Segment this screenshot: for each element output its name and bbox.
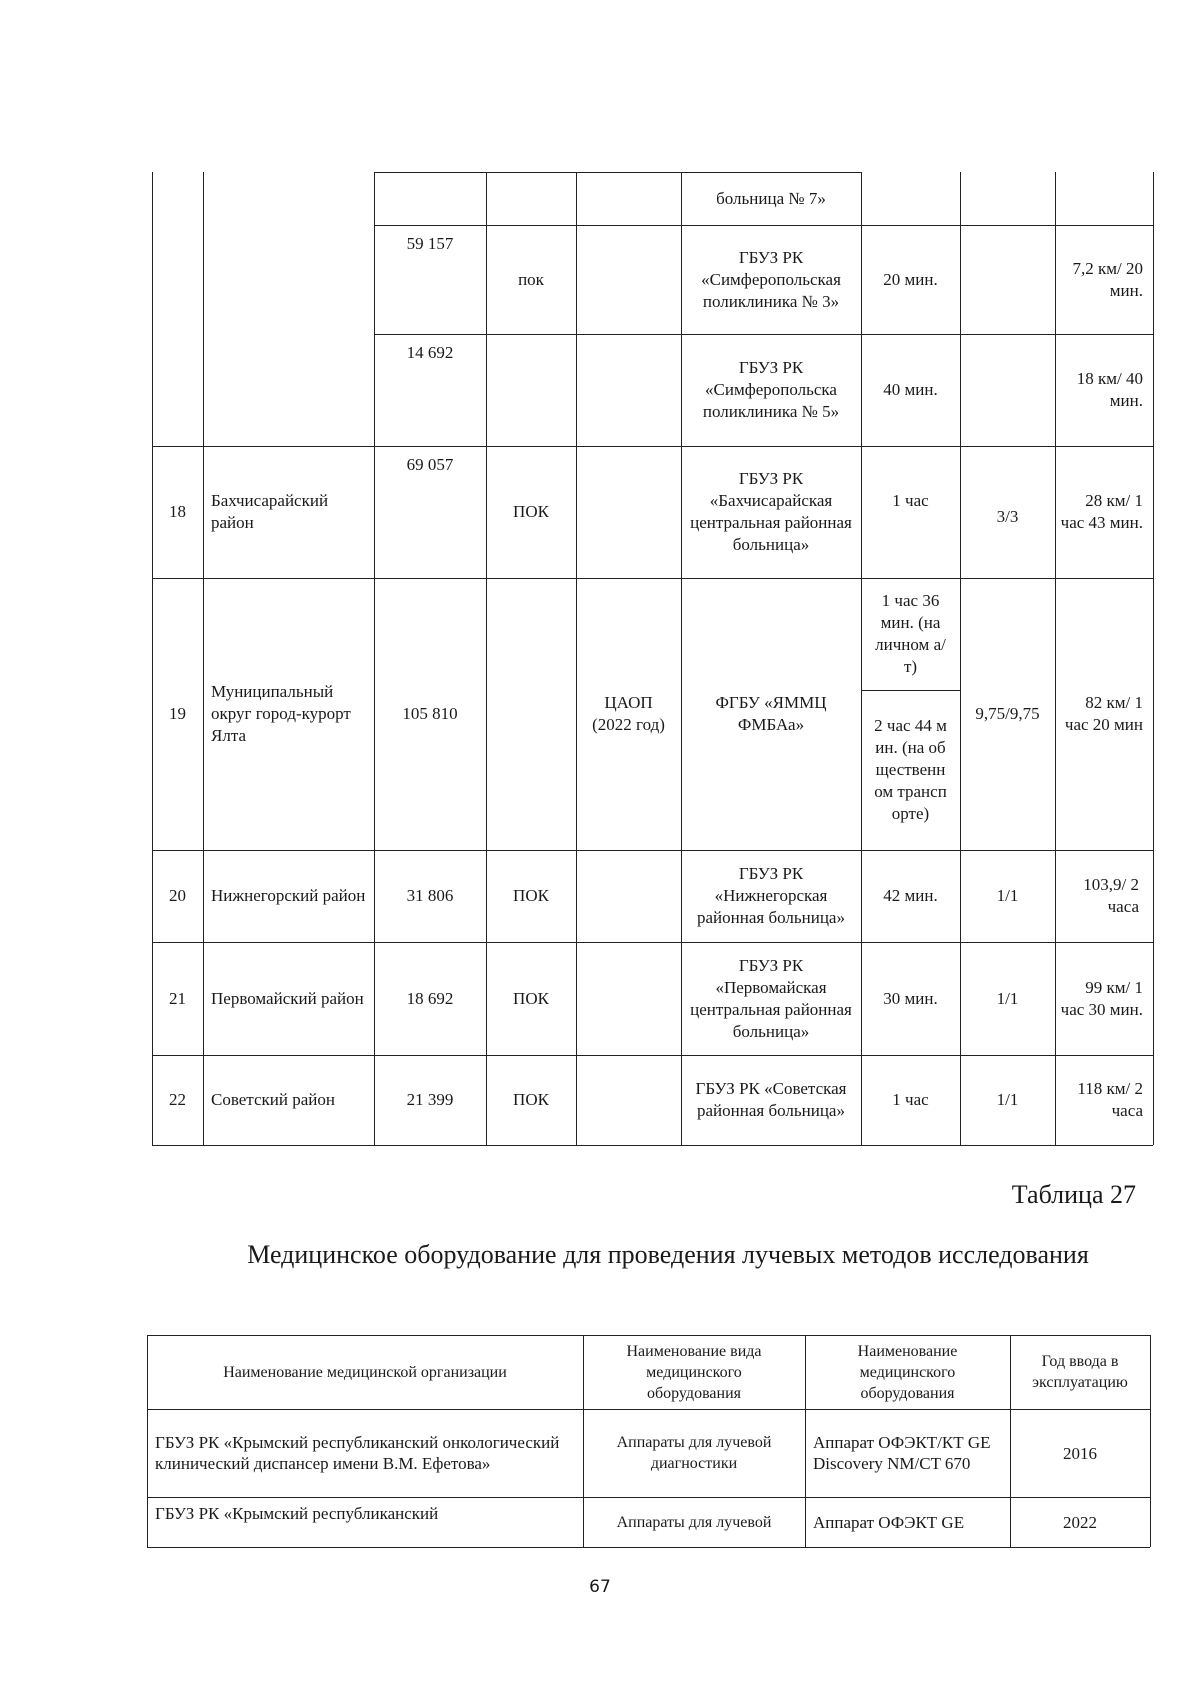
distance-cell: 118 км/ 2 часа	[1077, 1079, 1143, 1120]
table-border	[1150, 1335, 1151, 1547]
travel-time-cell: 1 час	[892, 1090, 929, 1109]
ratio-cell: 1/1	[996, 1090, 1019, 1109]
facility-type-cell: ПОК	[513, 886, 549, 905]
facility-type-cell: ПОК	[513, 988, 549, 1008]
population-cell: 18 692	[406, 988, 454, 1008]
year-cell: 2022	[1063, 1512, 1097, 1532]
row-number-cell: 18	[169, 502, 186, 521]
population-cell: 14 692	[406, 343, 454, 362]
district-cell: Муниципальный округ город-курорт Ялта	[211, 682, 351, 745]
org-cell: больница № 7»	[716, 188, 826, 208]
equipment-kind-cell: Аппараты для лучевой диагностики	[616, 1434, 772, 1472]
org-cell: ГБУЗ РК «Бахчисарайская центральная районная больница»	[690, 469, 852, 554]
page-number: 67	[589, 1577, 611, 1597]
district-cell: Первомайский район	[211, 988, 364, 1008]
equipment-kind-cell: Аппараты для лучевой	[616, 1513, 772, 1531]
population-cell: 21 399	[406, 1090, 454, 1109]
distance-cell: 82 км/ 1 час 20 мин	[1064, 693, 1143, 734]
organization-cell: ГБУЗ РК «Крымский республиканский	[155, 1504, 439, 1523]
district-cell: Бахчисарайский район	[211, 491, 329, 532]
ratio-cell: 1/1	[996, 886, 1019, 905]
travel-time-public-cell: 2 час 44 мин. (на общественном транспорте)	[874, 716, 947, 823]
equipment-name-cell: Аппарат ОФЭКТ GE	[813, 1512, 965, 1532]
table-label: Таблица 27	[1011, 1180, 1136, 1209]
org-cell: ГБУЗ РК «Нижнегорская районная больница»	[697, 864, 845, 927]
year-cell: 2016	[1063, 1443, 1097, 1463]
travel-time-personal-cell: 1 час 36 мин. (на личном а/т)	[875, 591, 946, 676]
table-border	[1153, 172, 1154, 1145]
distance-cell: 103,9/ 2 часа	[1083, 875, 1139, 916]
distance-cell: 7,2 км/ 20 мин.	[1072, 258, 1143, 300]
table-border	[147, 1547, 1150, 1548]
ratio-cell: 9,75/9,75	[975, 704, 1040, 723]
org-cell: ГБУЗ РК «Первомайская центральная районная больница»	[690, 955, 852, 1041]
travel-time-cell: 20 мин.	[883, 269, 938, 289]
travel-time-cell: 1 час	[892, 491, 929, 510]
row-number-cell: 19	[169, 704, 186, 723]
district-cell: Советский район	[211, 1090, 335, 1109]
population-cell: 59 157	[406, 234, 454, 253]
table-border	[152, 1145, 1153, 1146]
column-header: Наименование вида медицинского оборудования	[626, 1342, 762, 1402]
travel-time-cell: 40 мин.	[883, 380, 938, 399]
caop-cell: ЦАОП (2022 год)	[592, 693, 665, 734]
travel-time-cell: 42 мин.	[883, 886, 938, 905]
facility-type-cell: пок	[518, 269, 544, 289]
column-header: Наименование медицинского оборудования	[857, 1342, 958, 1402]
row-number-cell: 20	[169, 886, 186, 905]
column-header: Наименование медицинской организации	[223, 1363, 507, 1381]
distance-cell: 28 км/ 1 час 43 мин.	[1060, 491, 1143, 532]
facility-type-cell: ПОК	[513, 1090, 549, 1109]
org-cell: ГБУЗ РК «Советская районная больница»	[695, 1079, 847, 1120]
equipment-name-cell: Аппарат ОФЭКТ/КТ GE Discovery NM/CT 670	[813, 1433, 991, 1473]
org-cell: ГБУЗ РК «Симферопольска поликлиника № 5»	[702, 358, 840, 421]
distance-cell: 99 км/ 1 час 30 мин.	[1060, 977, 1143, 1019]
population-cell: 105 810	[402, 704, 458, 723]
org-cell: ФГБУ «ЯММЦ ФМБАа»	[715, 693, 827, 734]
ratio-cell: 1/1	[996, 988, 1019, 1008]
district-cell: Нижнегорский район	[211, 886, 366, 905]
ratio-cell: 3/3	[996, 507, 1019, 526]
row-number-cell: 22	[169, 1090, 186, 1109]
table-title: Медицинское оборудование для проведения лучевых методов исследования	[247, 1240, 1089, 1269]
population-cell: 69 057	[406, 455, 454, 474]
travel-time-cell: 30 мин.	[883, 988, 938, 1008]
organization-cell: ГБУЗ РК «Крымский республиканский онкологический клинический диспансер имени В.М. Ефетова»	[155, 1433, 560, 1473]
distance-cell: 18 км/ 40 мин.	[1076, 369, 1143, 410]
column-header: Год ввода в эксплуатацию	[1032, 1353, 1128, 1391]
row-number-cell: 21	[169, 988, 186, 1008]
population-cell: 31 806	[406, 886, 454, 905]
facility-type-cell: ПОК	[513, 502, 549, 521]
org-cell: ГБУЗ РК «Симферопольская поликлиника № 3»	[701, 247, 841, 311]
